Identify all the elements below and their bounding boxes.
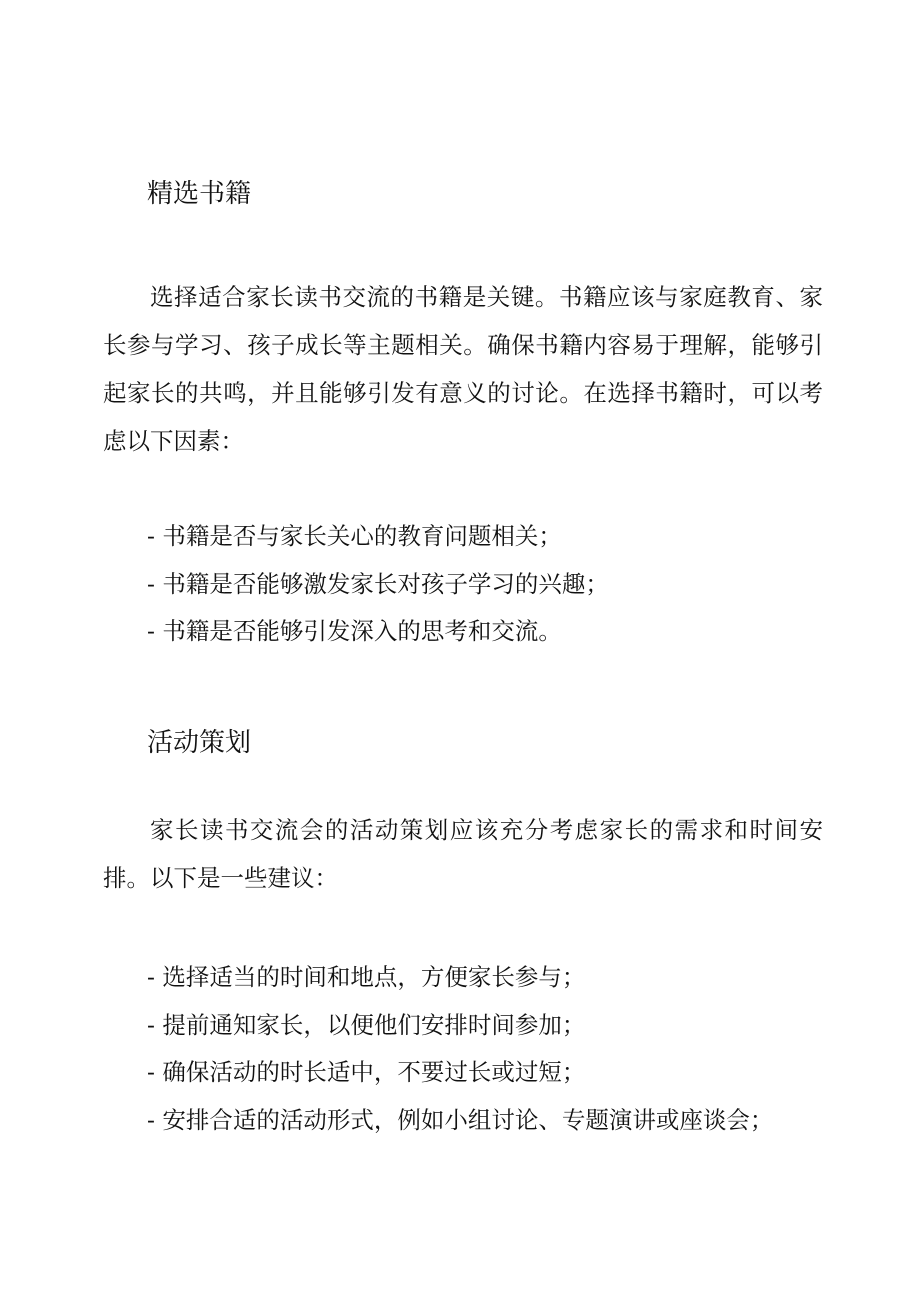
list-item: - 提前通知家长，以便他们安排时间参加； — [147, 1010, 586, 1039]
list-item: - 选择适当的时间和地点，方便家长参与； — [147, 963, 586, 991]
section-paragraph-activity-planning: 家长读书交流会的活动策划应该充分考虑家长的需求和时间安排。以下是一些建议： — [103, 816, 823, 892]
activity-suggestions-list — [147, 954, 773, 1144]
list-item: - 书籍是否与家长关心的教育问题相关； — [147, 522, 562, 550]
section-paragraph-book-selection: 选择适合家长读书交流的书籍是关键。书籍应该与家庭教育、家长参与学习、孩子成长等主题相关。确保书籍内容易于理解，能够引起家长的共鸣，并且能够引发有意义的讨论。在选择书籍时，可以考虑以下因素： — [103, 283, 823, 455]
book-criteria-list — [147, 513, 609, 656]
section-heading-book-selection: 精选书籍 — [147, 179, 252, 209]
list-item: - 书籍是否能够引发深入的思考和交流。 — [147, 617, 562, 645]
list-item: - 书籍是否能够激发家长对孩子学习的兴趣； — [147, 569, 609, 598]
list-item: - 确保活动的时长适中，不要过长或过短； — [147, 1058, 586, 1086]
section-heading-activity-planning: 活动策划 — [147, 728, 252, 758]
list-item: - 安排合适的活动形式，例如小组讨论、专题演讲或座谈会； — [147, 1105, 774, 1134]
